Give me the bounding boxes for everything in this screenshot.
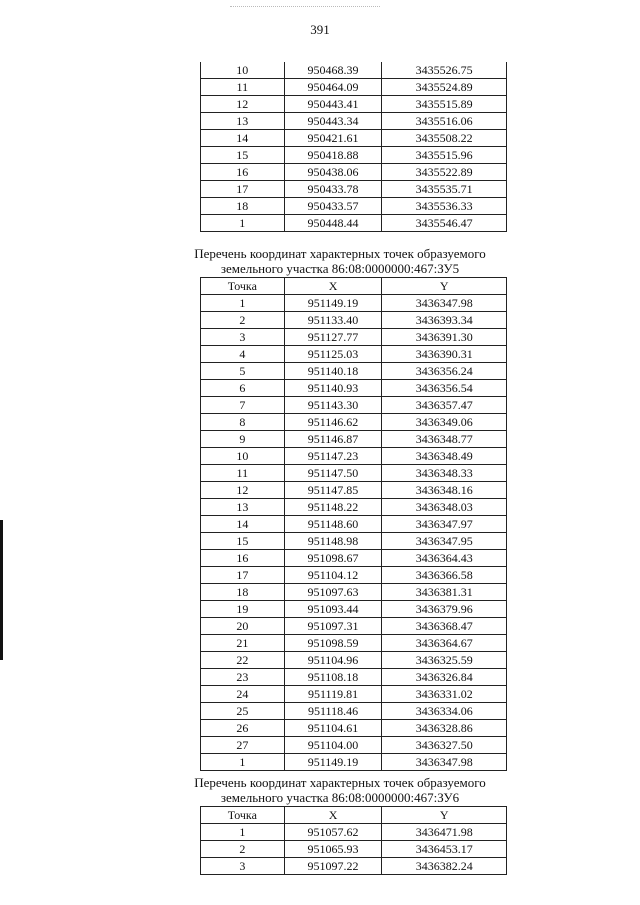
x-cell: 950433.57 [284, 198, 382, 215]
point-cell: 6 [201, 380, 285, 397]
table-row [201, 295, 507, 312]
y-cell: 3436348.49 [382, 448, 507, 465]
x-cell: 951097.22 [284, 858, 382, 875]
x-cell: 951146.87 [284, 431, 382, 448]
caption-line: земельного участка 86:08:0000000:467:ЗУ5 [220, 261, 460, 276]
y-cell: 3436327.50 [382, 737, 507, 754]
y-cell: 3435508.22 [382, 130, 507, 147]
point-cell: 9 [201, 431, 285, 448]
point-cell: 10 [201, 448, 285, 465]
point-cell: 13 [201, 113, 285, 130]
header-point: Точка [201, 807, 285, 824]
table-row [201, 79, 507, 96]
table-row [201, 533, 507, 550]
caption-line: Перечень координат характерных точек образуемого [194, 246, 486, 261]
y-cell: 3435515.96 [382, 147, 507, 164]
point-cell: 21 [201, 635, 285, 652]
x-cell: 951104.61 [284, 720, 382, 737]
point-cell: 3 [201, 858, 285, 875]
table-row [201, 346, 507, 363]
y-cell: 3436356.54 [382, 380, 507, 397]
x-cell: 951146.62 [284, 414, 382, 431]
point-cell: 4 [201, 346, 285, 363]
x-cell: 951148.60 [284, 516, 382, 533]
table-header-row [201, 807, 507, 824]
table-row [201, 96, 507, 113]
y-cell: 3436379.96 [382, 601, 507, 618]
point-cell: 5 [201, 363, 285, 380]
x-cell: 951108.18 [284, 669, 382, 686]
caption-line: земельного участка 86:08:0000000:467:ЗУ6 [220, 790, 460, 805]
y-cell: 3435526.75 [382, 62, 507, 79]
x-cell: 951057.62 [284, 824, 382, 841]
table-row [201, 841, 507, 858]
y-cell: 3436334.06 [382, 703, 507, 720]
y-cell: 3436348.33 [382, 465, 507, 482]
point-cell: 1 [201, 754, 285, 771]
header-x: X [284, 278, 382, 295]
table-row [201, 550, 507, 567]
y-cell: 3436453.17 [382, 841, 507, 858]
point-cell: 1 [201, 215, 285, 232]
header-point: Точка [201, 278, 285, 295]
y-cell: 3436349.06 [382, 414, 507, 431]
x-cell: 951098.67 [284, 550, 382, 567]
header-x: X [284, 807, 382, 824]
point-cell: 7 [201, 397, 285, 414]
caption-line: Перечень координат характерных точек образуемого [194, 775, 486, 790]
y-cell: 3436347.95 [382, 533, 507, 550]
point-cell: 8 [201, 414, 285, 431]
table-row [201, 567, 507, 584]
x-cell: 951148.98 [284, 533, 382, 550]
y-cell: 3436364.67 [382, 635, 507, 652]
point-cell: 1 [201, 824, 285, 841]
x-cell: 951104.96 [284, 652, 382, 669]
table-row [201, 164, 507, 181]
table-row [201, 431, 507, 448]
point-cell: 22 [201, 652, 285, 669]
x-cell: 951104.12 [284, 567, 382, 584]
point-cell: 25 [201, 703, 285, 720]
x-cell: 951118.46 [284, 703, 382, 720]
table-row [201, 584, 507, 601]
table-row [201, 669, 507, 686]
table-row [201, 686, 507, 703]
y-cell: 3436328.86 [382, 720, 507, 737]
point-cell: 17 [201, 567, 285, 584]
point-cell: 12 [201, 96, 285, 113]
point-cell: 13 [201, 499, 285, 516]
table-row [201, 130, 507, 147]
x-cell: 950448.44 [284, 215, 382, 232]
x-cell: 951127.77 [284, 329, 382, 346]
table-row [201, 62, 507, 79]
scan-artifact [230, 6, 380, 13]
table-row [201, 448, 507, 465]
y-cell: 3436325.59 [382, 652, 507, 669]
x-cell: 951147.50 [284, 465, 382, 482]
x-cell: 951148.22 [284, 499, 382, 516]
point-cell: 17 [201, 181, 285, 198]
table-header-row [201, 278, 507, 295]
table-row [201, 215, 507, 232]
x-cell: 951125.03 [284, 346, 382, 363]
point-cell: 27 [201, 737, 285, 754]
y-cell: 3435515.89 [382, 96, 507, 113]
y-cell: 3436347.97 [382, 516, 507, 533]
point-cell: 16 [201, 550, 285, 567]
y-cell: 3435516.06 [382, 113, 507, 130]
table-row [201, 824, 507, 841]
point-cell: 20 [201, 618, 285, 635]
point-cell: 16 [201, 164, 285, 181]
point-cell: 15 [201, 147, 285, 164]
x-cell: 950443.34 [284, 113, 382, 130]
table-row [201, 601, 507, 618]
x-cell: 951097.63 [284, 584, 382, 601]
point-cell: 14 [201, 516, 285, 533]
point-cell: 3 [201, 329, 285, 346]
y-cell: 3436347.98 [382, 295, 507, 312]
y-cell: 3436366.58 [382, 567, 507, 584]
coordinates-table-continued [200, 62, 507, 232]
table-row [201, 703, 507, 720]
point-cell: 2 [201, 841, 285, 858]
table-row [201, 652, 507, 669]
point-cell: 18 [201, 584, 285, 601]
x-cell: 950418.88 [284, 147, 382, 164]
table-row [201, 720, 507, 737]
y-cell: 3436364.43 [382, 550, 507, 567]
x-cell: 951098.59 [284, 635, 382, 652]
scan-margin-bar [0, 520, 3, 660]
y-cell: 3436348.16 [382, 482, 507, 499]
y-cell: 3436357.47 [382, 397, 507, 414]
y-cell: 3436390.31 [382, 346, 507, 363]
point-cell: 23 [201, 669, 285, 686]
y-cell: 3436382.24 [382, 858, 507, 875]
point-cell: 14 [201, 130, 285, 147]
x-cell: 951133.40 [284, 312, 382, 329]
point-cell: 19 [201, 601, 285, 618]
coordinates-table-zu6 [200, 806, 507, 875]
point-cell: 18 [201, 198, 285, 215]
point-cell: 15 [201, 533, 285, 550]
y-cell: 3436326.84 [382, 669, 507, 686]
y-cell: 3436368.47 [382, 618, 507, 635]
y-cell: 3436331.02 [382, 686, 507, 703]
table-row [201, 618, 507, 635]
x-cell: 951143.30 [284, 397, 382, 414]
y-cell: 3435536.33 [382, 198, 507, 215]
y-cell: 3436347.98 [382, 754, 507, 771]
x-cell: 951097.31 [284, 618, 382, 635]
header-y: Y [382, 278, 507, 295]
x-cell: 951147.23 [284, 448, 382, 465]
y-cell: 3435522.89 [382, 164, 507, 181]
table-row [201, 113, 507, 130]
x-cell: 950421.61 [284, 130, 382, 147]
table-row [201, 397, 507, 414]
x-cell: 951093.44 [284, 601, 382, 618]
point-cell: 2 [201, 312, 285, 329]
table-row [201, 363, 507, 380]
y-cell: 3435535.71 [382, 181, 507, 198]
table-row [201, 737, 507, 754]
point-cell: 10 [201, 62, 285, 79]
x-cell: 951104.00 [284, 737, 382, 754]
table-row [201, 499, 507, 516]
table-row [201, 329, 507, 346]
point-cell: 26 [201, 720, 285, 737]
x-cell: 951065.93 [284, 841, 382, 858]
page-number: 391 [310, 22, 330, 37]
y-cell: 3436393.34 [382, 312, 507, 329]
point-cell: 11 [201, 465, 285, 482]
x-cell: 950443.41 [284, 96, 382, 113]
x-cell: 951149.19 [284, 295, 382, 312]
x-cell: 950438.06 [284, 164, 382, 181]
table-row [201, 147, 507, 164]
point-cell: 1 [201, 295, 285, 312]
x-cell: 951140.93 [284, 380, 382, 397]
y-cell: 3436381.31 [382, 584, 507, 601]
y-cell: 3435546.47 [382, 215, 507, 232]
y-cell: 3436471.98 [382, 824, 507, 841]
y-cell: 3436391.30 [382, 329, 507, 346]
x-cell: 951140.18 [284, 363, 382, 380]
coordinates-table-zu5 [200, 277, 507, 771]
table-row [201, 380, 507, 397]
point-cell: 24 [201, 686, 285, 703]
table-caption-zu6 [170, 775, 510, 805]
table-row [201, 465, 507, 482]
y-cell: 3436348.03 [382, 499, 507, 516]
x-cell: 950433.78 [284, 181, 382, 198]
x-cell: 951147.85 [284, 482, 382, 499]
x-cell: 950468.39 [284, 62, 382, 79]
point-cell: 12 [201, 482, 285, 499]
y-cell: 3436348.77 [382, 431, 507, 448]
table-row [201, 181, 507, 198]
y-cell: 3435524.89 [382, 79, 507, 96]
table-row [201, 198, 507, 215]
table-caption-zu5 [170, 246, 510, 276]
table-row [201, 414, 507, 431]
table-row [201, 635, 507, 652]
table-row [201, 754, 507, 771]
x-cell: 951119.81 [284, 686, 382, 703]
table-row [201, 482, 507, 499]
point-cell: 11 [201, 79, 285, 96]
x-cell: 950464.09 [284, 79, 382, 96]
table-row [201, 516, 507, 533]
x-cell: 951149.19 [284, 754, 382, 771]
table-row [201, 312, 507, 329]
y-cell: 3436356.24 [382, 363, 507, 380]
header-y: Y [382, 807, 507, 824]
table-row [201, 858, 507, 875]
